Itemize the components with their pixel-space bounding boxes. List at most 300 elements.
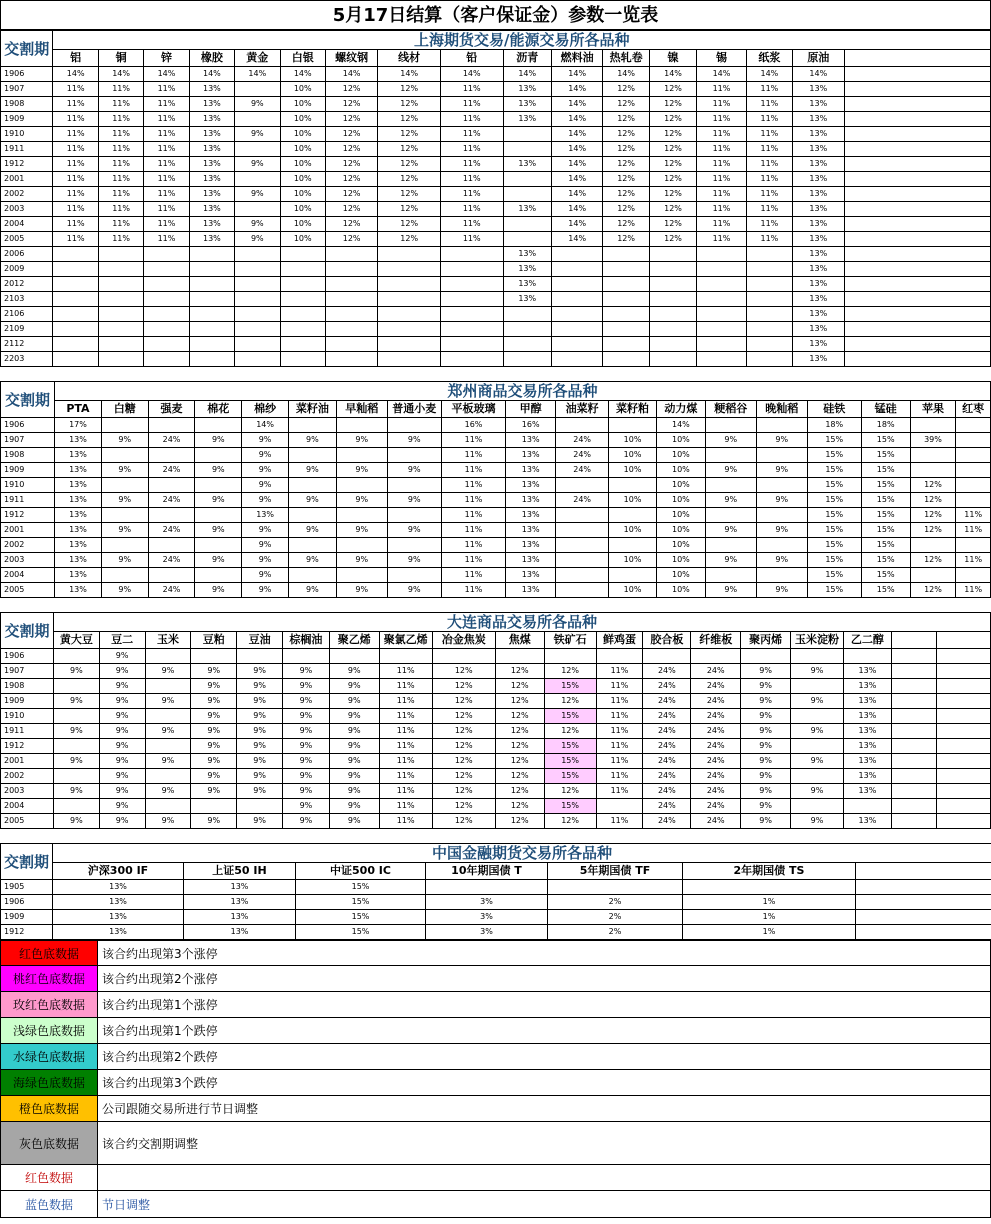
empty-cell	[844, 82, 990, 97]
margin-cell	[336, 508, 387, 523]
delivery-period: 1905	[1, 880, 53, 895]
margin-cell: 9%	[145, 814, 191, 829]
table-row	[1, 262, 991, 277]
margin-cell: 12%	[603, 97, 649, 112]
margin-cell: 11%	[98, 112, 143, 127]
product-header: 甲醇	[506, 401, 556, 418]
margin-cell	[956, 538, 991, 553]
empty-cell	[936, 694, 990, 709]
margin-cell	[195, 418, 242, 433]
empty-cell	[844, 292, 990, 307]
product-header: 锌	[144, 50, 189, 67]
margin-cell: 11%	[697, 157, 746, 172]
empty-cell	[936, 784, 990, 799]
margin-cell	[756, 568, 807, 583]
margin-cell	[98, 277, 143, 292]
margin-cell: 12%	[378, 112, 441, 127]
margin-cell	[603, 277, 649, 292]
margin-cell: 13%	[503, 112, 551, 127]
margin-cell	[148, 478, 195, 493]
margin-cell: 13%	[506, 538, 556, 553]
empty-cell	[891, 664, 936, 679]
product-header: 5年期国债 TF	[548, 863, 683, 880]
margin-cell: 24%	[643, 709, 691, 724]
margin-cell	[145, 739, 191, 754]
margin-cell: 13%	[189, 232, 234, 247]
delivery-period: 2002	[1, 538, 55, 553]
legend-description: 公司跟随交易所进行节日调整	[98, 1096, 991, 1122]
margin-cell: 9%	[242, 448, 289, 463]
empty-cell	[891, 754, 936, 769]
margin-cell: 11%	[144, 187, 189, 202]
margin-cell: 14%	[53, 67, 98, 82]
margin-cell: 9%	[235, 187, 280, 202]
margin-cell: 9%	[191, 754, 237, 769]
margin-cell: 9%	[195, 523, 242, 538]
empty-cell	[936, 724, 990, 739]
margin-cell: 12%	[603, 202, 649, 217]
product-header: 红枣	[956, 401, 991, 418]
margin-cell	[697, 292, 746, 307]
margin-cell: 15%	[544, 709, 596, 724]
table-row	[1, 322, 991, 337]
margin-cell	[336, 478, 387, 493]
margin-cell: 11%	[98, 82, 143, 97]
margin-cell: 9%	[741, 709, 791, 724]
margin-cell	[288, 478, 336, 493]
margin-cell: 9%	[288, 463, 336, 478]
margin-cell: 9%	[283, 814, 330, 829]
exchange-title: 中国金融期货交易所各品种	[53, 844, 991, 863]
margin-cell: 9%	[387, 493, 441, 508]
delivery-period: 1909	[1, 112, 53, 127]
margin-cell	[544, 649, 596, 664]
margin-cell: 15%	[544, 799, 596, 814]
margin-cell: 2%	[548, 895, 683, 910]
margin-cell	[235, 307, 280, 322]
delivery-period: 2005	[1, 232, 53, 247]
margin-cell: 13%	[184, 925, 296, 940]
margin-cell: 11%	[746, 142, 792, 157]
margin-cell	[101, 448, 148, 463]
product-header: 鲜鸡蛋	[596, 632, 643, 649]
margin-cell	[325, 262, 377, 277]
margin-cell: 3%	[426, 910, 548, 925]
margin-cell	[195, 568, 242, 583]
margin-cell: 1%	[683, 925, 856, 940]
margin-cell: 9%	[741, 724, 791, 739]
margin-cell: 9%	[191, 769, 237, 784]
margin-cell: 9%	[329, 739, 379, 754]
delivery-period: 1909	[1, 694, 54, 709]
margin-cell: 13%	[503, 277, 551, 292]
empty-cell	[936, 649, 990, 664]
margin-cell	[603, 292, 649, 307]
margin-cell	[705, 418, 756, 433]
margin-cell: 9%	[329, 664, 379, 679]
margin-cell: 10%	[656, 493, 705, 508]
margin-cell: 9%	[101, 553, 148, 568]
margin-cell	[503, 187, 551, 202]
margin-cell	[556, 583, 609, 598]
margin-cell: 9%	[101, 583, 148, 598]
margin-cell: 10%	[609, 463, 657, 478]
margin-cell: 12%	[495, 799, 544, 814]
margin-cell	[503, 142, 551, 157]
margin-cell: 13%	[793, 97, 844, 112]
margin-cell: 9%	[235, 127, 280, 142]
product-header: 螺纹钢	[325, 50, 377, 67]
delivery-period: 2001	[1, 172, 53, 187]
margin-cell	[195, 538, 242, 553]
margin-cell	[791, 799, 844, 814]
margin-cell: 12%	[378, 187, 441, 202]
margin-cell: 13%	[503, 82, 551, 97]
margin-cell: 9%	[237, 709, 283, 724]
margin-cell: 9%	[195, 433, 242, 448]
margin-cell	[378, 337, 441, 352]
margin-cell	[791, 769, 844, 784]
margin-cell: 13%	[189, 157, 234, 172]
margin-cell	[746, 262, 792, 277]
margin-cell: 9%	[288, 553, 336, 568]
margin-cell: 13%	[843, 784, 891, 799]
product-header: 镍	[649, 50, 696, 67]
margin-cell	[551, 247, 602, 262]
empty-cell	[891, 814, 936, 829]
margin-cell	[378, 322, 441, 337]
margin-cell	[144, 262, 189, 277]
margin-cell: 2%	[548, 925, 683, 940]
product-header: 苹果	[910, 401, 956, 418]
margin-cell: 9%	[329, 799, 379, 814]
margin-cell	[649, 277, 696, 292]
margin-cell: 9%	[329, 769, 379, 784]
margin-cell: 11%	[144, 112, 189, 127]
margin-cell: 9%	[756, 463, 807, 478]
margin-cell: 9%	[741, 784, 791, 799]
margin-cell	[440, 262, 503, 277]
table-row	[1, 523, 991, 538]
margin-cell	[378, 352, 441, 367]
margin-cell: 11%	[441, 433, 505, 448]
margin-cell: 10%	[656, 478, 705, 493]
margin-cell: 12%	[432, 724, 495, 739]
margin-cell: 13%	[55, 493, 102, 508]
table-row	[1, 784, 991, 799]
empty-cell	[844, 337, 990, 352]
margin-cell: 9%	[237, 739, 283, 754]
table-row	[1, 157, 991, 172]
margin-cell	[195, 508, 242, 523]
margin-cell: 11%	[53, 82, 98, 97]
margin-cell	[697, 322, 746, 337]
margin-cell: 11%	[53, 127, 98, 142]
legend-row	[1, 941, 991, 966]
delivery-period: 1907	[1, 433, 55, 448]
margin-cell: 14%	[551, 97, 602, 112]
delivery-period: 1908	[1, 679, 54, 694]
margin-cell: 15%	[544, 769, 596, 784]
table-row	[1, 553, 991, 568]
margin-cell	[235, 82, 280, 97]
margin-cell	[495, 649, 544, 664]
margin-cell: 17%	[55, 418, 102, 433]
delivery-period: 1909	[1, 910, 53, 925]
empty-cell	[844, 157, 990, 172]
margin-cell: 15%	[861, 553, 910, 568]
delivery-period: 2203	[1, 352, 53, 367]
margin-cell: 9%	[705, 553, 756, 568]
margin-cell: 11%	[440, 217, 503, 232]
margin-cell	[98, 322, 143, 337]
product-header: 聚丙烯	[741, 632, 791, 649]
margin-cell: 12%	[910, 523, 956, 538]
product-header: 黄金	[235, 50, 280, 67]
margin-cell	[101, 568, 148, 583]
margin-cell: 9%	[235, 157, 280, 172]
empty-cell	[891, 769, 936, 784]
margin-cell	[378, 307, 441, 322]
delivery-period: 2004	[1, 217, 53, 232]
margin-cell: 24%	[556, 448, 609, 463]
margin-cell	[697, 247, 746, 262]
product-header: 玉米	[145, 632, 191, 649]
margin-cell: 12%	[649, 202, 696, 217]
table-row	[1, 352, 991, 367]
margin-cell	[336, 538, 387, 553]
margin-cell: 9%	[242, 568, 289, 583]
delivery-period: 2005	[1, 814, 54, 829]
margin-cell: 24%	[148, 553, 195, 568]
margin-cell: 9%	[145, 784, 191, 799]
margin-cell: 13%	[843, 739, 891, 754]
margin-cell: 13%	[793, 172, 844, 187]
margin-cell: 11%	[746, 97, 792, 112]
product-header: 早籼稻	[336, 401, 387, 418]
margin-cell: 15%	[807, 463, 861, 478]
margin-cell	[191, 799, 237, 814]
margin-cell: 9%	[242, 433, 289, 448]
margin-cell: 13%	[793, 187, 844, 202]
margin-cell	[503, 322, 551, 337]
margin-cell	[649, 322, 696, 337]
margin-cell	[235, 112, 280, 127]
margin-cell	[503, 172, 551, 187]
empty-cell	[936, 632, 990, 649]
margin-cell	[378, 262, 441, 277]
product-header: 晚籼稻	[756, 401, 807, 418]
empty-cell	[844, 172, 990, 187]
margin-cell	[756, 508, 807, 523]
margin-cell	[910, 538, 956, 553]
margin-cell: 13%	[184, 895, 296, 910]
margin-cell	[596, 649, 643, 664]
product-header: 铁矿石	[544, 632, 596, 649]
delivery-period: 2009	[1, 262, 53, 277]
margin-cell: 13%	[53, 910, 184, 925]
legend-description: 该合约出现第2个跌停	[98, 1044, 991, 1070]
empty-cell	[891, 632, 936, 649]
margin-cell: 10%	[656, 583, 705, 598]
margin-cell	[697, 277, 746, 292]
delivery-period: 1906	[1, 418, 55, 433]
margin-cell: 9%	[288, 493, 336, 508]
margin-cell	[53, 247, 98, 262]
margin-cell: 13%	[793, 157, 844, 172]
delivery-period-header: 交割期	[1, 613, 54, 649]
margin-cell	[53, 739, 99, 754]
margin-cell: 10%	[609, 433, 657, 448]
margin-cell: 24%	[643, 754, 691, 769]
margin-cell: 11%	[440, 172, 503, 187]
margin-cell: 12%	[325, 97, 377, 112]
table-row	[1, 493, 991, 508]
margin-cell: 9%	[235, 217, 280, 232]
margin-cell: 13%	[793, 202, 844, 217]
margin-cell: 15%	[861, 463, 910, 478]
margin-cell: 24%	[643, 799, 691, 814]
margin-cell: 10%	[656, 448, 705, 463]
margin-cell: 15%	[296, 925, 426, 940]
margin-cell	[756, 448, 807, 463]
margin-cell: 18%	[861, 418, 910, 433]
margin-cell: 12%	[325, 172, 377, 187]
margin-cell: 9%	[99, 679, 145, 694]
margin-cell: 9%	[387, 433, 441, 448]
margin-cell: 15%	[807, 538, 861, 553]
margin-cell: 14%	[746, 67, 792, 82]
margin-cell: 9%	[741, 799, 791, 814]
margin-cell: 12%	[432, 784, 495, 799]
empty-cell	[844, 97, 990, 112]
margin-cell	[741, 649, 791, 664]
margin-cell: 11%	[53, 97, 98, 112]
margin-cell: 13%	[506, 478, 556, 493]
margin-cell: 11%	[596, 664, 643, 679]
product-header: 豆油	[237, 632, 283, 649]
margin-cell: 13%	[793, 142, 844, 157]
margin-cell	[603, 307, 649, 322]
table-row	[1, 814, 991, 829]
margin-cell	[280, 262, 325, 277]
margin-cell: 11%	[596, 694, 643, 709]
margin-cell: 9%	[191, 739, 237, 754]
margin-cell: 11%	[53, 142, 98, 157]
margin-cell	[843, 799, 891, 814]
margin-cell	[956, 448, 991, 463]
margin-cell: 12%	[432, 694, 495, 709]
margin-cell: 24%	[691, 799, 741, 814]
margin-cell: 9%	[145, 724, 191, 739]
margin-cell: 9%	[791, 784, 844, 799]
delivery-period: 2006	[1, 247, 53, 262]
margin-cell: 12%	[495, 709, 544, 724]
margin-cell	[503, 232, 551, 247]
product-header: 平板玻璃	[441, 401, 505, 418]
margin-cell: 13%	[55, 463, 102, 478]
margin-cell: 9%	[756, 553, 807, 568]
margin-cell: 9%	[191, 694, 237, 709]
margin-cell: 11%	[379, 709, 432, 724]
margin-cell: 15%	[807, 553, 861, 568]
margin-cell	[596, 799, 643, 814]
margin-cell: 9%	[741, 814, 791, 829]
product-header: 沥青	[503, 50, 551, 67]
product-header: 豆二	[99, 632, 145, 649]
product-header: 10年期国债 T	[426, 863, 548, 880]
margin-cell: 9%	[741, 694, 791, 709]
margin-cell: 13%	[793, 337, 844, 352]
empty-cell	[844, 277, 990, 292]
delivery-period: 2005	[1, 583, 55, 598]
margin-cell: 11%	[379, 679, 432, 694]
product-header: 菜籽油	[288, 401, 336, 418]
margin-cell: 13%	[503, 157, 551, 172]
margin-cell: 9%	[387, 583, 441, 598]
margin-cell	[649, 307, 696, 322]
margin-cell: 13%	[53, 925, 184, 940]
margin-cell: 12%	[649, 142, 696, 157]
margin-cell: 9%	[283, 799, 330, 814]
margin-cell: 15%	[296, 910, 426, 925]
margin-cell: 10%	[280, 232, 325, 247]
table-row	[1, 583, 991, 598]
margin-cell: 15%	[296, 880, 426, 895]
margin-cell	[756, 538, 807, 553]
table-row	[1, 709, 991, 724]
margin-cell: 12%	[910, 583, 956, 598]
shfe-margin-table	[0, 30, 991, 367]
margin-cell	[603, 352, 649, 367]
margin-cell: 9%	[791, 694, 844, 709]
margin-cell: 11%	[144, 127, 189, 142]
product-header: 橡胶	[189, 50, 234, 67]
margin-cell: 15%	[544, 679, 596, 694]
margin-cell	[697, 337, 746, 352]
margin-cell: 11%	[746, 112, 792, 127]
margin-cell	[956, 568, 991, 583]
margin-cell: 9%	[705, 583, 756, 598]
margin-cell: 9%	[235, 232, 280, 247]
margin-cell: 11%	[596, 769, 643, 784]
margin-cell	[387, 538, 441, 553]
margin-cell	[440, 277, 503, 292]
margin-cell: 9%	[756, 433, 807, 448]
margin-cell: 13%	[506, 493, 556, 508]
margin-cell: 11%	[144, 97, 189, 112]
margin-cell: 11%	[98, 127, 143, 142]
table-row	[1, 247, 991, 262]
margin-cell	[556, 418, 609, 433]
margin-cell: 11%	[440, 97, 503, 112]
margin-cell: 14%	[378, 67, 441, 82]
margin-cell: 9%	[791, 754, 844, 769]
margin-cell: 11%	[697, 97, 746, 112]
delivery-period: 2103	[1, 292, 53, 307]
margin-cell: 13%	[843, 679, 891, 694]
margin-cell: 9%	[191, 724, 237, 739]
margin-cell	[551, 292, 602, 307]
margin-cell: 11%	[98, 217, 143, 232]
margin-cell: 11%	[379, 814, 432, 829]
margin-cell: 24%	[643, 769, 691, 784]
margin-cell: 9%	[242, 538, 289, 553]
margin-cell	[705, 478, 756, 493]
margin-cell: 10%	[609, 523, 657, 538]
margin-cell: 12%	[495, 679, 544, 694]
margin-cell	[288, 568, 336, 583]
